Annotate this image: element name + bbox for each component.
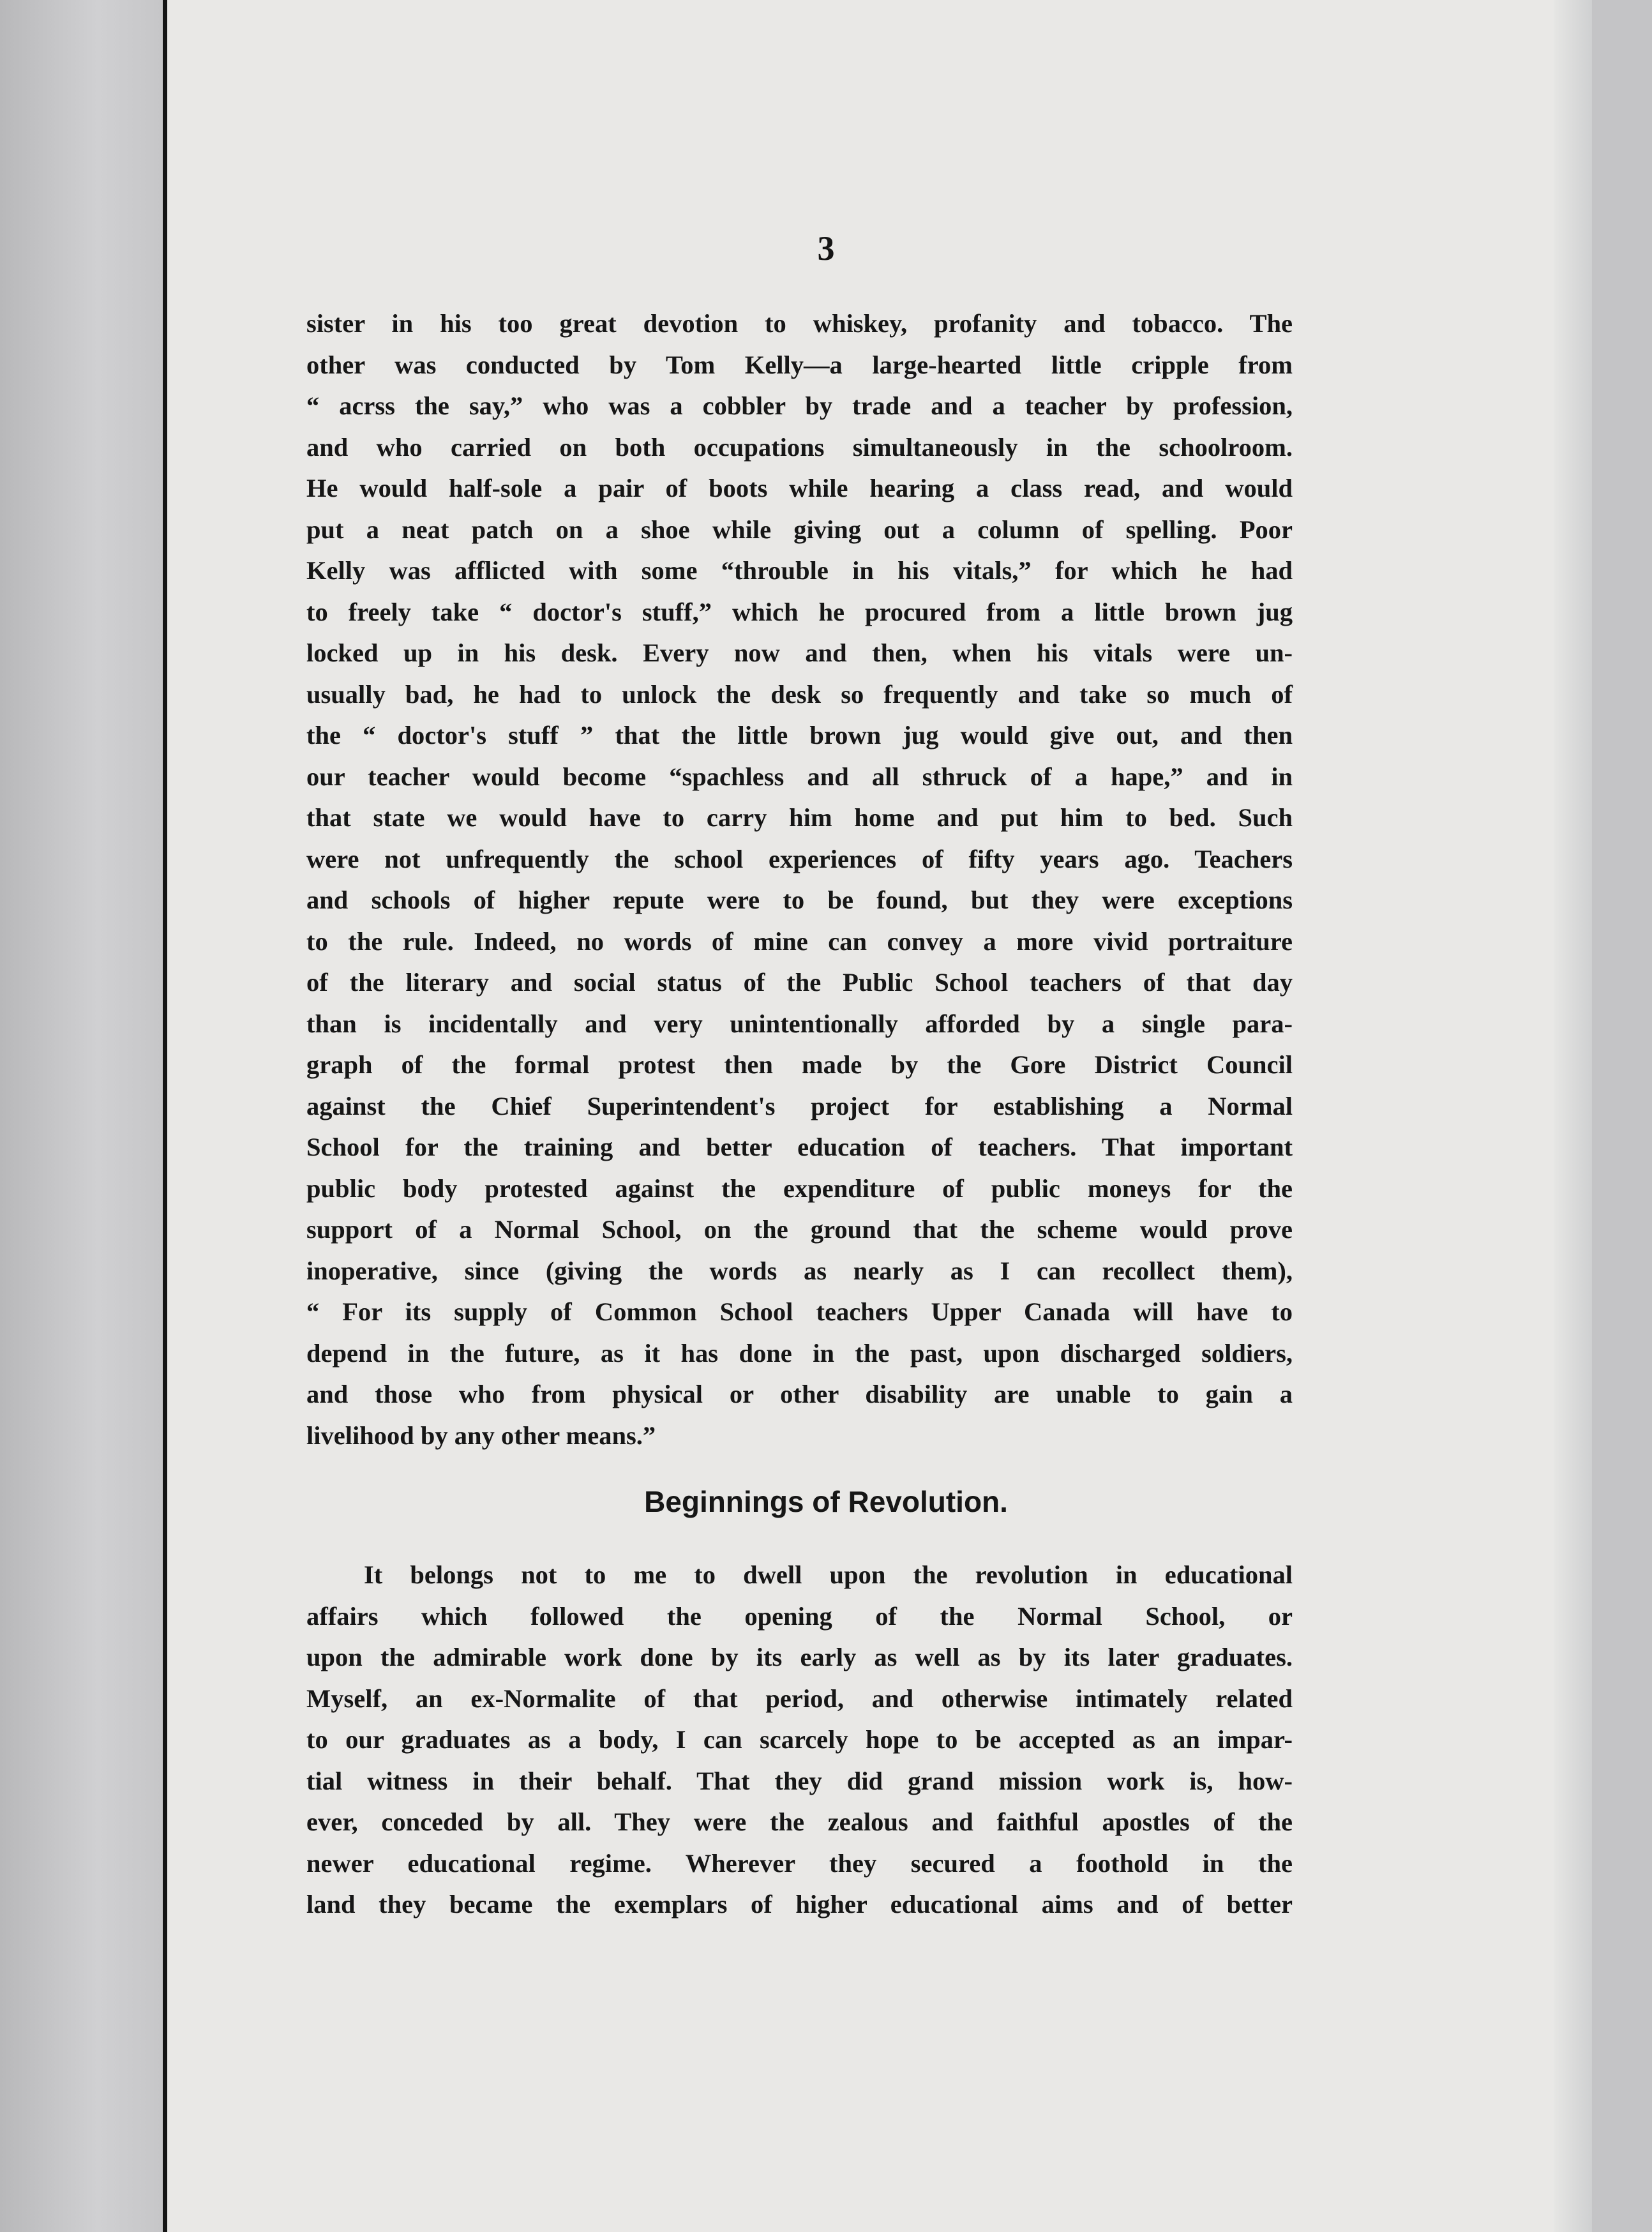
text-line: upon the admirable work done by its early as well as by its later graduates. xyxy=(306,1643,1293,1671)
text-line: affairs which followed the opening of the Normal School, or xyxy=(306,1601,1293,1631)
text-line: to the rule. Indeed, no words of mine can convey a more vivid portraiture xyxy=(306,926,1293,956)
text-line: to our graduates as a body, I can scarcely hope to be accepted as an impar- xyxy=(306,1725,1293,1754)
text-line: “ acrss the say,” who was a cobbler by trade and a teacher by profession, xyxy=(306,391,1293,420)
text-line: of the literary and social status of the Public School teachers of that day xyxy=(306,968,1293,997)
text-line: were not unfrequently the school experiences of fifty years ago. Teachers xyxy=(306,844,1293,873)
text-line: locked up in his desk. Every now and then, when his vitals were un- xyxy=(306,638,1293,667)
text-line: inoperative, since (giving the words as nearly as I can recollect them), xyxy=(306,1256,1293,1285)
text-line: depend in the future, as it has done in the past, upon discharged soldiers, xyxy=(306,1338,1293,1368)
text-line: newer educational regime. Wherever they secured a foothold in the xyxy=(306,1848,1293,1878)
text-line: livelihood by any other means.” xyxy=(306,1421,656,1450)
text-line: than is incidentally and very unintentionally afforded by a single para- xyxy=(306,1009,1293,1038)
text-line: that state we would have to carry him home and put him to bed. Such xyxy=(306,803,1293,832)
body-paragraph-1 xyxy=(306,303,1293,1456)
page-number: 3 xyxy=(817,229,835,268)
text-line: the “ doctor's stuff ” that the little brown jug would give out, and then xyxy=(306,721,1293,750)
section-heading: Beginnings of Revolution. xyxy=(644,1485,1008,1518)
text-line: support of a Normal School, on the ground that the scheme would prove xyxy=(306,1215,1293,1244)
text-line: usually bad, he had to unlock the desk so frequently and take so much of xyxy=(306,679,1293,709)
text-line: other was conducted by Tom Kelly—a large-hearted little cripple from xyxy=(306,350,1293,379)
text-line: It belongs not to me to dwell upon the revolution in educational xyxy=(364,1560,1293,1589)
text-line: public body protested against the expenditure of public moneys for the xyxy=(306,1173,1293,1203)
text-line: Myself, an ex-Normalite of that period, and otherwise intimately related xyxy=(306,1684,1293,1713)
text-line: against the Chief Superintendent's project for establishing a Normal xyxy=(306,1091,1293,1120)
text-line: tial witness in their behalf. That they did grand mission work is, how- xyxy=(306,1766,1293,1795)
body-paragraph-2 xyxy=(306,1555,1293,1926)
text-line: to freely take “ doctor's stuff,” which he procured from a little brown jug xyxy=(306,597,1293,626)
text-line: Kelly was afflicted with some “throuble in his vitals,” for which he had xyxy=(306,556,1293,585)
text-line: graph of the formal protest then made by the Gore District Council xyxy=(306,1050,1293,1079)
text-line: sister in his too great devotion to whiskey, profanity and tobacco. The xyxy=(306,309,1293,338)
text-line: and who carried on both occupations simultaneously in the schoolroom. xyxy=(306,432,1293,462)
text-line: our teacher would become “spachless and all sthruck of a hape,” and in xyxy=(306,762,1293,791)
facing-page-edge xyxy=(0,0,163,2232)
text-line: land they became the exemplars of higher educational aims and of better xyxy=(306,1890,1293,1919)
text-line: and schools of higher repute were to be found, but they were exceptions xyxy=(306,886,1293,914)
text-line: ever, conceded by all. They were the zealous and faithful apostles of the xyxy=(306,1807,1293,1836)
text-line: put a neat patch on a shoe while giving out a column of spelling. Poor xyxy=(306,515,1293,544)
text-line: He would half-sole a pair of boots while hearing a class read, and would xyxy=(306,474,1293,502)
text-line: and those who from physical or other disability are unable to gain a xyxy=(306,1380,1293,1408)
text-line: “ For its supply of Common School teachers Upper Canada will have to xyxy=(306,1297,1293,1326)
text-line: School for the training and better education of teachers. That important xyxy=(306,1133,1293,1161)
